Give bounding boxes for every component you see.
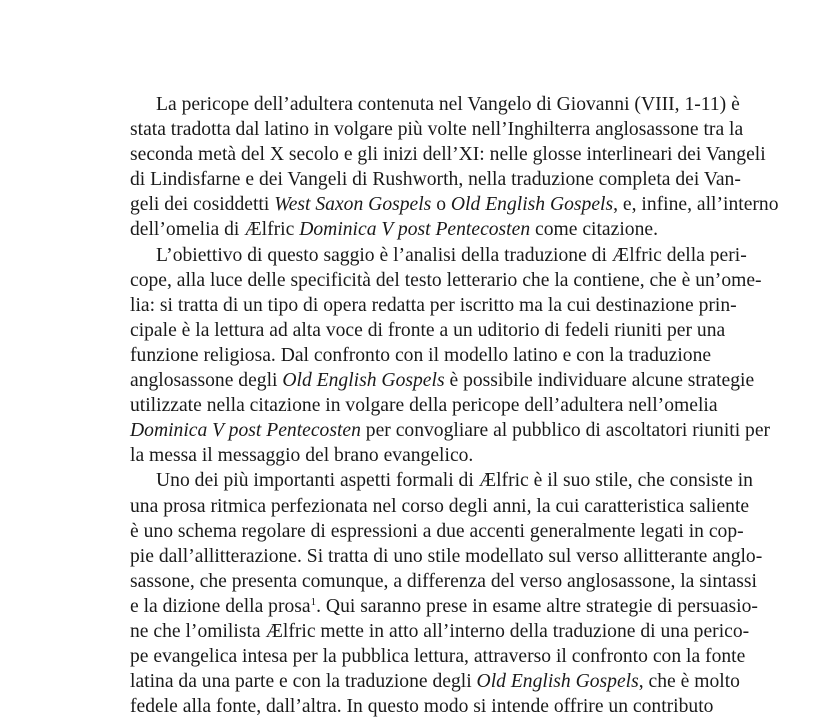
text-segment: ne che l’omilista Ælfric mette in atto all’interno della traduzione di una perico- <box>130 620 750 642</box>
text-line <box>130 519 744 544</box>
text-line <box>130 217 690 242</box>
text-segment: pe evangelica intesa per la pubblica lettura, attraverso il confronto con la fonte <box>130 646 746 668</box>
text-segment: o <box>431 194 451 216</box>
text-line <box>130 644 746 669</box>
text-segment: pie dall’allitterazione. Si tratta di uno stile modellato sul verso allitterante anglo- <box>130 545 763 567</box>
italic-title: Old English Gospels <box>476 671 639 693</box>
text-line <box>130 243 747 268</box>
text-line <box>130 669 740 694</box>
text-line <box>130 92 740 117</box>
italic-title: Dominica V post Pentecosten <box>299 219 531 241</box>
text-segment: , e, infine, all’interno <box>613 194 779 216</box>
text-segment: , che è molto <box>638 671 740 693</box>
text-line <box>130 494 750 519</box>
text-line <box>130 343 712 368</box>
text-segment: per convogliare al pubblico di ascoltatori riuniti per <box>360 420 771 442</box>
text-line <box>130 443 690 468</box>
italic-title: Old English Gospels <box>450 194 614 216</box>
text-segment: La pericope dell’adultera contenuta nel Vangelo di Giovanni (VIII, 1-11) è <box>156 94 740 115</box>
text-line <box>130 167 741 192</box>
text-line <box>130 418 771 443</box>
text-segment: è possibile individuare alcune strategie <box>444 370 755 392</box>
text-line <box>130 268 762 293</box>
text-line <box>130 544 763 569</box>
text-line <box>130 694 714 719</box>
text-line <box>130 619 750 644</box>
italic-title: West Saxon Gospels <box>274 194 432 216</box>
text-segment: Uno dei più importanti aspetti formali di Ælfric è il suo stile, che consiste in <box>156 470 753 492</box>
text-line <box>130 293 737 318</box>
text-segment: una prosa ritmica perfezionata nel corso degli anni, la cui caratteristica saliente <box>130 495 750 517</box>
text-line <box>130 368 755 393</box>
text-line <box>130 117 744 142</box>
text-segment: è uno schema regolare di espressioni a due accenti generalmente legati in cop- <box>130 520 744 542</box>
text-segment: di Lindisfarne e dei Vangeli di Rushworth, nella traduzione completa dei Van- <box>130 169 741 191</box>
text-segment: geli dei cosiddetti <box>130 194 275 216</box>
text-segment: la messa il messaggio del brano evangelico. <box>130 445 474 467</box>
footnote-marker: 1 <box>310 595 317 608</box>
paragraph <box>130 243 771 469</box>
text-segment: come citazione. <box>530 219 658 241</box>
italic-title: Old English Gospels <box>282 370 445 392</box>
text-line <box>130 468 753 493</box>
text-segment: seconda metà del X secolo e gli inizi dell’XI: nelle glosse interlineari dei Vangeli <box>130 144 766 166</box>
text-segment: cope, alla luce delle specificità del testo letterario che la contiene, che è un’ome- <box>130 269 762 291</box>
text-segment: utilizzate nella citazione in volgare della pericope dell’adultera nell’omelia <box>130 395 718 417</box>
text-segment: fedele alla fonte, dall’altra. In questo modo si intende offrire un contributo <box>130 696 714 718</box>
text-line <box>130 594 758 619</box>
text-segment: sassone, che presenta comunque, a differenza del verso anglosassone, la sintassi <box>130 570 757 592</box>
text-segment: . Qui saranno prese in esame altre strategie di persuasio- <box>316 595 758 617</box>
body-text <box>130 92 779 719</box>
text-segment: L’obiettivo di questo saggio è l’analisi della traduzione di Ælfric della peri- <box>156 244 747 266</box>
text-segment: stata tradotta dal latino in volgare più volte nell’Inghilterra anglosassone tra la <box>130 119 744 141</box>
text-segment: lia: si tratta di un tipo di opera redatta per iscritto ma la cui destinazione prin- <box>130 294 737 316</box>
text-segment: e la dizione della prosa <box>130 595 311 617</box>
text-line <box>130 569 757 594</box>
text-segment: dell’omelia di Ælfric <box>130 219 300 241</box>
text-segment: anglosassone degli <box>130 370 283 392</box>
paragraph <box>130 468 763 719</box>
text-line <box>130 318 726 343</box>
text-segment: funzione religiosa. Dal confronto con il modello latino e con la traduzione <box>130 344 712 366</box>
text-line <box>130 192 779 217</box>
text-line <box>130 393 718 418</box>
text-segment: cipale è la lettura ad alta voce di fronte a un uditorio di fedeli riuniti per una <box>130 319 726 341</box>
italic-title: Dominica V post Pentecosten <box>130 420 361 442</box>
paragraph <box>130 92 779 243</box>
text-segment: latina da una parte e con la traduzione degli <box>130 671 477 693</box>
text-line <box>130 142 766 167</box>
